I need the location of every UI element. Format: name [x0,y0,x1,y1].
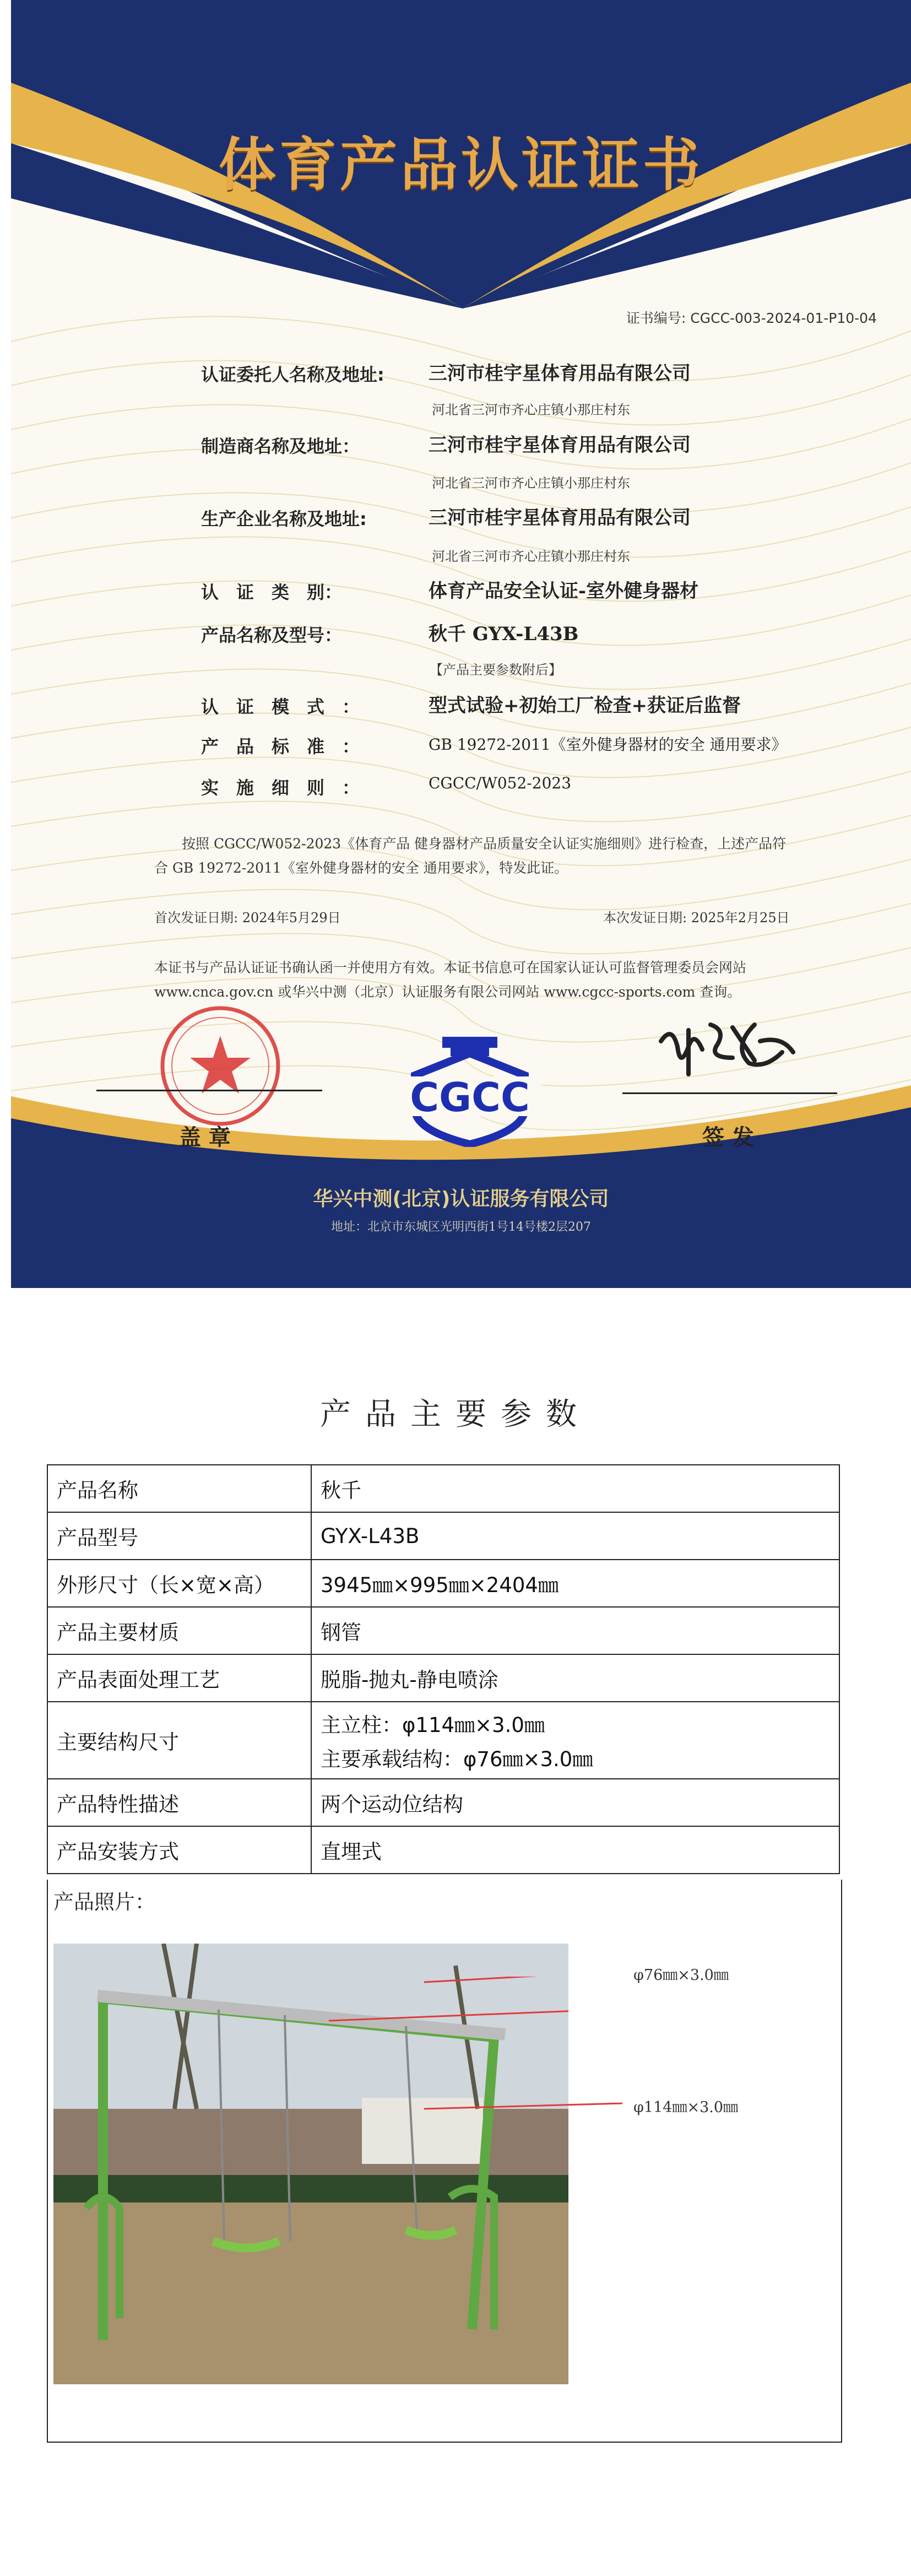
cgcc-logo-icon [390,1031,550,1147]
table-row [47,1826,839,1874]
official-seal-icon [121,983,319,1127]
param-value: 秋千 [311,1465,839,1512]
callout-arrows [419,1977,628,2120]
param-value [311,1702,839,1779]
issuer-name: 华兴中测(北京)认证服务有限公司 [313,1188,609,1210]
manufacturer-address: 河北省三河市齐心庄镇小那庄村东 [432,475,630,491]
param-value: 3945㎜×995㎜×2404㎜ [311,1560,839,1607]
table-row [47,1779,839,1826]
table-row [47,1512,839,1560]
param-value-line: 主要承载结构：φ76㎜×3.0㎜ [321,1747,593,1771]
product-value: 秋千 GYX-L43B [429,623,579,645]
category-label: 认 证 类 别： [201,582,343,603]
manufacturer-label: 制造商名称及地址： [201,436,360,457]
logo-text: CGCC [410,1074,530,1121]
certificate-page [11,0,911,1288]
param-value: 脱脂-抛丸-静电喷涂 [311,1654,839,1702]
param-key: 产品表面处理工艺 [47,1654,311,1702]
param-key: 产品主要材质 [47,1607,311,1654]
mode-label: 认 证 模 式 ： [201,696,360,717]
callout-bottom: φ114㎜×3.0㎜ [633,2099,739,2116]
param-key: 外形尺寸（长×宽×高） [47,1560,311,1607]
param-value: 直埋式 [311,1826,839,1874]
parameters-title: 产品主要参数 [320,1397,591,1432]
param-key: 主要结构尺寸 [47,1702,311,1779]
issue-date: 首次发证日期: 2024年5月29日 [154,910,341,926]
param-key: 产品安装方式 [47,1826,311,1874]
parameters-table [47,1464,840,1874]
producer-address: 河北省三河市齐心庄镇小那庄村东 [432,549,630,564]
table-row [47,1607,839,1654]
seal-line [96,1090,322,1091]
producer-name: 三河市桂宇星体育用品有限公司 [429,507,691,529]
param-key: 产品名称 [47,1465,311,1512]
certificate-statement: 按照 CGCC/W052-2023《体育产品 健身器材产品质量安全认证实施细则》进行检查，上述产品符合 GB 19272-2011《室外健身器材的安全 通用要求》，特发此证。 [154,836,787,876]
rules-label: 实 施 细 则 ： [201,777,360,798]
manufacturer-name: 三河市桂宇星体育用品有限公司 [429,434,691,456]
product-label: 产品名称及型号： [201,625,343,646]
signature-icon [650,1008,804,1091]
parameters-page [0,1294,911,2576]
param-value: 钢管 [311,1607,839,1654]
mode-value: 型式试验+初始工厂检查+获证后监督 [429,695,741,717]
param-value: GYX-L43B [311,1512,839,1560]
table-row [47,1560,839,1607]
photo-label: 产品照片： [53,1890,155,1914]
product-note: 【产品主要参数附后】 [430,662,562,678]
expiry-date: 本次发证日期: 2025年2月25日 [603,910,790,926]
standard-label: 产 品 标 准 ： [201,736,360,757]
callout-top: φ76㎜×3.0㎜ [633,1967,729,1984]
table-row [47,1465,839,1512]
seal-caption: 盖 章 [179,1125,231,1150]
issuer-address: 地址：北京市东城区光明西街1号14号楼2层207 [331,1220,591,1234]
param-value: 两个运动位结构 [311,1779,839,1826]
param-key: 产品特性描述 [47,1779,311,1826]
client-name: 三河市桂宇星体育用品有限公司 [429,362,691,385]
param-value-line: 主立柱：φ114㎜×3.0㎜ [321,1713,545,1737]
table-row [47,1702,839,1779]
client-label: 认证委托人名称及地址: [201,364,384,385]
producer-label: 生产企业名称及地址: [201,508,367,529]
standard-value: GB 19272-2011《室外健身器材的安全 通用要求》 [429,735,787,754]
table-row [47,1654,839,1702]
sign-line [622,1092,837,1094]
sign-caption: 签 发 [702,1125,754,1150]
certificate-number: 证书编号: CGCC-003-2024-01-P10-04 [626,310,877,326]
param-key: 产品型号 [47,1512,311,1560]
validity-note: 本证书与产品认证证书确认函一并使用方有效。本证书信息可在国家认证认可监督管理委员会网站 www.cnca.gov.cn 或华兴中测（北京）认证服务有限公司网站 www.cgcc-sports.com 查询。 [154,960,747,1000]
certificate-title: 体育产品认证证书 [218,131,703,198]
rules-value: CGCC/W052-2023 [429,774,572,792]
category-value: 体育产品安全认证-室外健身器材 [429,580,699,602]
client-address: 河北省三河市齐心庄镇小那庄村东 [432,402,630,418]
